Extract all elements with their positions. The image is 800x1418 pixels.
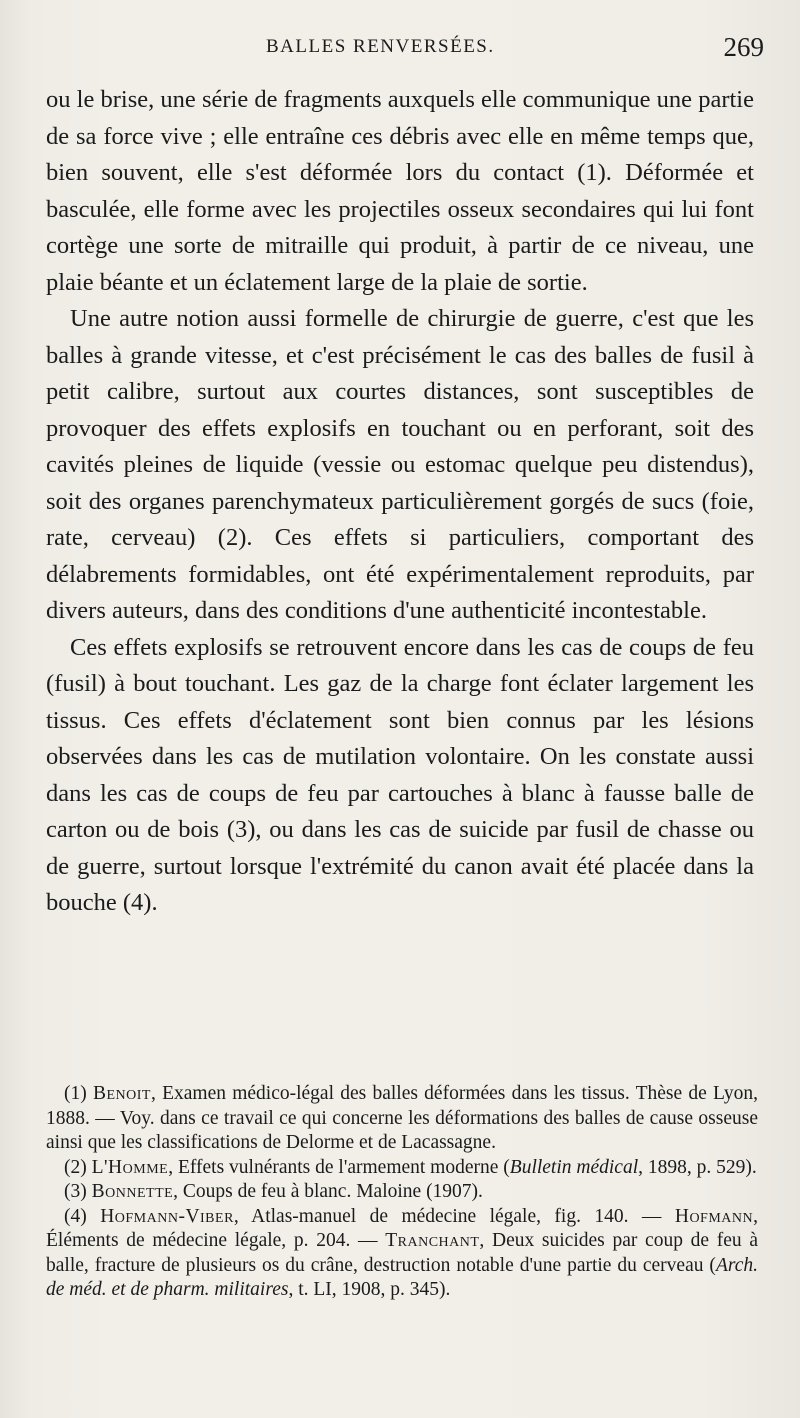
footnote-3 (46, 1180, 758, 1205)
footnote-text: , Examen médico-légal des balles déformées dans les tissus. Thèse de Lyon, 1888. — Voy. dans ce travail ce qui concerne les déformations des balles de cause osseuse ainsi que les classifications de Delorme et de Lacassagne. (46, 1083, 758, 1153)
footnote-author: Benoit (92, 1083, 151, 1104)
footnote-author: Hofmann-Viber (100, 1205, 234, 1227)
footnotes (46, 1082, 758, 1303)
footnote-marker: (1) (64, 1083, 87, 1104)
footnote-author: L'Homme (91, 1156, 169, 1178)
running-title: BALLES RENVERSÉES. (266, 36, 495, 57)
footnote-marker: (2) (64, 1156, 87, 1178)
page-header (0, 32, 800, 72)
footnote-text: , t. LI, 1908, p. 345). (288, 1279, 451, 1300)
footnote-text: , Deux suicides par coup de feu à balle, fracture de plusieurs os du crâne, destruction notable d'une partie du cerveau ( (46, 1230, 758, 1276)
footnote-journal: Arch. de méd. et de pharm. militaires (46, 1254, 758, 1300)
footnote-author: Bonnette (91, 1181, 174, 1202)
footnote-journal: Bulletin médical (509, 1156, 639, 1178)
footnote-text: , Effets vulnérants de l'armement moderne ( (168, 1156, 510, 1178)
footnote-text: , 1898, p. 529). (638, 1156, 757, 1178)
paragraph-3: Ces effets explosifs se retrouvent encore dans les cas de coups de feu (fusil) à bout touchant. Les gaz de la charge font éclater largement les tissus. Ces effets d'éclatement sont bien connus par les lésions observées dans les cas de mutilation volontaire. On les constate aussi dans les cas de coups de feu par cartouches à blanc à fausse balle de carton ou de bois (3), ou dans les cas de suicide par fusil de chasse ou de guerre, surtout lorsque l'extrémité du canon avait été placée dans la bouche (4). (46, 633, 754, 916)
footnote-author: Hofmann (674, 1205, 754, 1227)
paragraph-2: Une autre notion aussi formelle de chirurgie de guerre, c'est que les balles à grande vitesse, et c'est précisément le cas des balles de fusil à petit calibre, surtout aux courtes distances, sont susceptibles de provoquer des effets explosifs en touchant ou en perforant, soit des cavités pleines de liquide (vessie ou estomac quelque peu distendus), soit des organes parenchymateux particulièrement gorgés de sucs (foie, rate, cerveau) (2). Ces effets si particuliers, comportant des délabrements formidables, ont été expérimentalement reproduits, par divers auteurs, dans des conditions d'une authenticité incontestable. (46, 305, 754, 624)
paragraph-1: ou le brise, une série de fragments auxquels elle communique une partie de sa force vive ; elle entraîne ces débris avec elle en même temps que, bien souvent, elle s'est déformée lors du contact (1). Déformée et basculée, elle forme avec les projectiles osseux secondaires qui lui font cortège une sorte de mitraille qui produit, à partir de ce niveau, une plaie béante et un éclatement large de la plaie de sortie. (46, 86, 754, 296)
footnote-text: , Coups de feu à blanc. Maloine (1907). (173, 1181, 483, 1202)
footnote-marker: (4) (64, 1205, 87, 1227)
footnote-author: Tranchant (385, 1230, 480, 1251)
footnote-text: , Atlas-manuel de médecine légale, fig. 140. — (233, 1205, 675, 1227)
footnote-text: , Éléments de médecine légale, p. 204. — (46, 1205, 758, 1251)
footnote-1 (46, 1082, 758, 1156)
main-text (46, 82, 754, 922)
page-number: 269 (723, 32, 764, 62)
footnote-2 (46, 1156, 758, 1181)
footnote-marker: (3) (64, 1181, 87, 1202)
footnote-4 (46, 1205, 758, 1303)
